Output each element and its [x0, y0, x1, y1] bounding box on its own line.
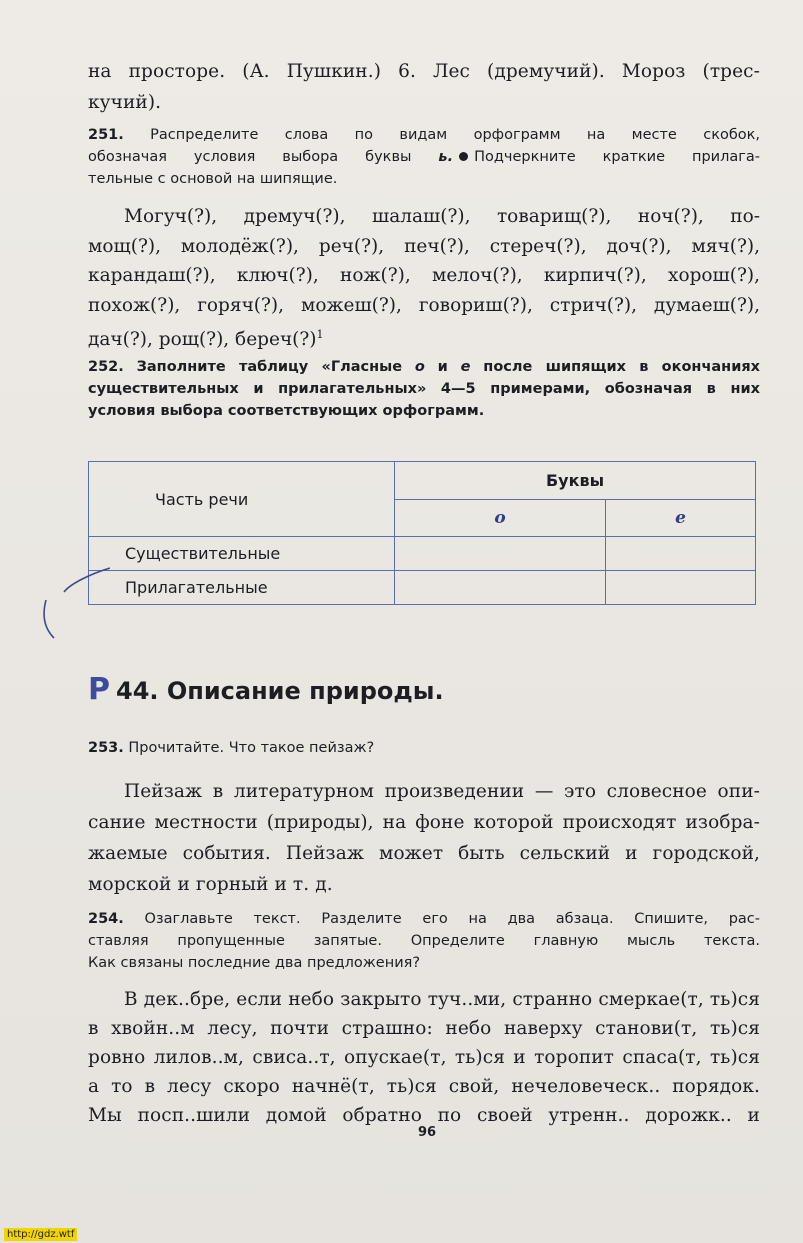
table-cell — [89, 571, 395, 605]
exercise-text: тельные с основой на шипящие. — [88, 171, 338, 187]
table-col-e — [606, 500, 756, 537]
letter-e: е — [675, 508, 686, 528]
story-text — [88, 985, 760, 1130]
table-header-letters — [395, 462, 756, 500]
exercise-text: Как связаны последние два предложения? — [88, 955, 421, 971]
exercise-text: Озаглавьте текст. Разделите его на два абзаца. Спишите, рас- — [144, 911, 760, 927]
pencil-mark-icon — [30, 560, 110, 650]
intro-line: на просторе. (А. Пушкин.) 6. Лес (дремучий). Мороз (трес- — [88, 61, 760, 82]
intro-text — [88, 56, 760, 118]
exercise-text: условия выбора соответствующих орфограмм. — [88, 403, 485, 419]
table-cell — [89, 537, 395, 571]
exercise-text: ставляя пропущенные запятые. Определите главную мысль текста. — [88, 933, 760, 949]
exercise-text: после шипящих в окончаниях — [483, 359, 761, 375]
letter-soft-sign: ь. — [438, 149, 454, 165]
word-list — [88, 202, 760, 355]
exercise-text: Заполните таблицу «Гласные — [136, 359, 403, 375]
exercise-number: 251. — [88, 127, 124, 143]
exercise-text: Подчеркните краткие прилага- — [474, 149, 760, 165]
letter-e: е — [460, 359, 471, 375]
table-col-o — [395, 500, 606, 537]
section-heading — [88, 672, 444, 707]
word-list-line: дач(?), рощ(?), береч(?) — [88, 329, 317, 351]
footnote-mark: 1 — [316, 328, 324, 341]
text-line: в хвойн..м лесу, почти страшно: небо наверху станови(т, ть)ся — [88, 1018, 760, 1039]
text-line: жаемые события. Пейзаж может быть сельский и городской, — [88, 843, 760, 864]
word-list-line: Могуч(?), дремуч(?), шалаш(?), товарищ(?), ноч(?), по- — [124, 206, 760, 227]
table-cell — [606, 537, 756, 571]
exercise-text: и — [437, 359, 448, 375]
exercise-252 — [88, 356, 760, 422]
exercise-254 — [88, 908, 760, 974]
table-row — [89, 537, 756, 571]
exercise-text: существительных и прилагательных» 4—5 примерами, обозначая в них — [88, 381, 760, 397]
text-line: Мы посп..шили домой обратно по своей утренн.. дорожк.. и — [88, 1105, 760, 1126]
exercise-number: 254. — [88, 911, 124, 927]
text-line: а то в лесу скоро начнё(т, ть)ся свой, нечеловеческ.. порядок. — [88, 1076, 760, 1097]
word-list-line: похож(?), горяч(?), можеш(?), говориш(?), стрич(?), думаеш(?), — [88, 294, 760, 316]
exercise-number: 252. — [88, 359, 124, 375]
text-line: В дек..бре, если небо закрыто туч..ми, странно смеркае(т, ть)ся — [124, 989, 760, 1010]
table-row-label: Существительные — [125, 544, 281, 563]
intro-line: кучий). — [88, 92, 162, 113]
exercise-253 — [88, 737, 760, 759]
section-title: 44. Описание природы. — [116, 677, 444, 705]
text-line: Пейзаж в литературном произведении — это словесное опи- — [124, 781, 760, 802]
bullet-icon — [459, 152, 468, 161]
table-header-text: Буквы — [545, 471, 605, 490]
exercise-text: обозначая условия выбора буквы — [88, 149, 412, 165]
letter-o: о — [494, 508, 506, 528]
letter-o: о — [414, 359, 425, 375]
table-cell — [606, 571, 756, 605]
exercise-text: Прочитайте. Что такое пейзаж? — [128, 740, 375, 756]
exercise-number: 253. — [88, 740, 124, 756]
section-marker: Р — [88, 672, 110, 707]
text-line: морской и горный и т. д. — [88, 874, 333, 895]
table-row-label: Прилагательные — [125, 578, 268, 597]
page-number: 96 — [418, 1125, 437, 1140]
landscape-definition — [88, 776, 760, 900]
word-list-line: карандаш(?), ключ(?), нож(?), мелоч(?), кирпич(?), хорош(?), — [88, 265, 760, 286]
table-cell — [395, 537, 606, 571]
text-line: ровно лилов..м, свиса..т, опускае(т, ть)ся и торопит спаса(т, ть)ся — [88, 1047, 760, 1068]
table-row — [89, 571, 756, 605]
watermark-link[interactable]: http://gdz.wtf — [4, 1228, 77, 1241]
table-header-part — [89, 462, 395, 537]
orthogram-table — [88, 461, 756, 605]
table-header-text: Часть речи — [155, 489, 249, 509]
table-cell — [395, 571, 606, 605]
text-line: сание местности (природы), на фоне которой происходят изобра- — [88, 812, 760, 833]
exercise-text: Распределите слова по видам орфограмм на месте скобок, — [150, 127, 761, 143]
word-list-line: мощ(?), молодёж(?), реч(?), печ(?), стереч(?), доч(?), мяч(?), — [88, 235, 760, 257]
exercise-251 — [88, 124, 760, 190]
